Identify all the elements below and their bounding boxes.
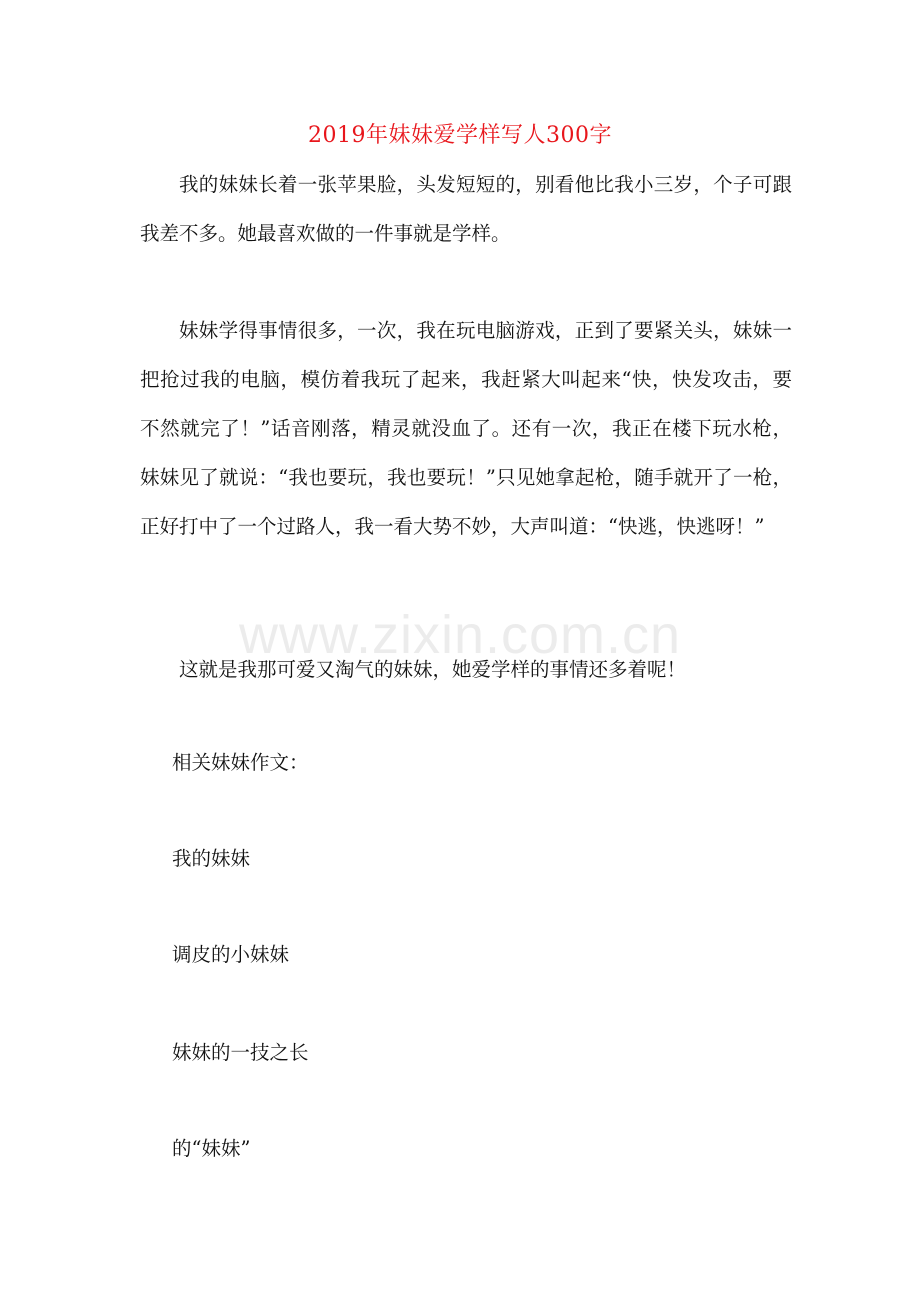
watermark: www.zixin.com.cn (238, 605, 682, 665)
paragraph-story: 妹妹学得事情很多，一次，我在玩电脑游戏，正到了要紧关头，妹妹一把抢过我的电脑，模仿着我玩了起来，我赶紧大叫起来“快，快发攻击，要不然就完了！”话音刚落，精灵就没血了。还有一次，我正在楼下玩水枪，妹妹见了就说：“我也要玩，我也要玩！”只见她拿起枪，随手就开了一枪，正好打中了一个过路人，我一看大势不妙，大声叫道：“快逃，快逃呀！” (140, 319, 792, 538)
related-heading: 相关妹妹作文： (172, 751, 309, 774)
related-link-2[interactable]: 调皮的小妹妹 (172, 943, 290, 966)
related-link-3[interactable]: 妹妹的一技之长 (172, 1041, 309, 1064)
related-link-1[interactable]: 我的妹妹 (172, 847, 251, 870)
paragraph-intro: 我的妹妹长着一张苹果脸，头发短短的，别看他比我小三岁，个子可跟我差不多。她最喜欢做的一件事就是学样。 (140, 173, 792, 245)
document-title: 2019年妹妹爱学样写人300字 (308, 123, 612, 148)
paragraph-conclusion: 这就是我那可爱又淘气的妹妹，她爱学样的事情还多着呢！ (179, 658, 687, 681)
related-link-4[interactable]: 的“妹妹” (172, 1137, 251, 1160)
